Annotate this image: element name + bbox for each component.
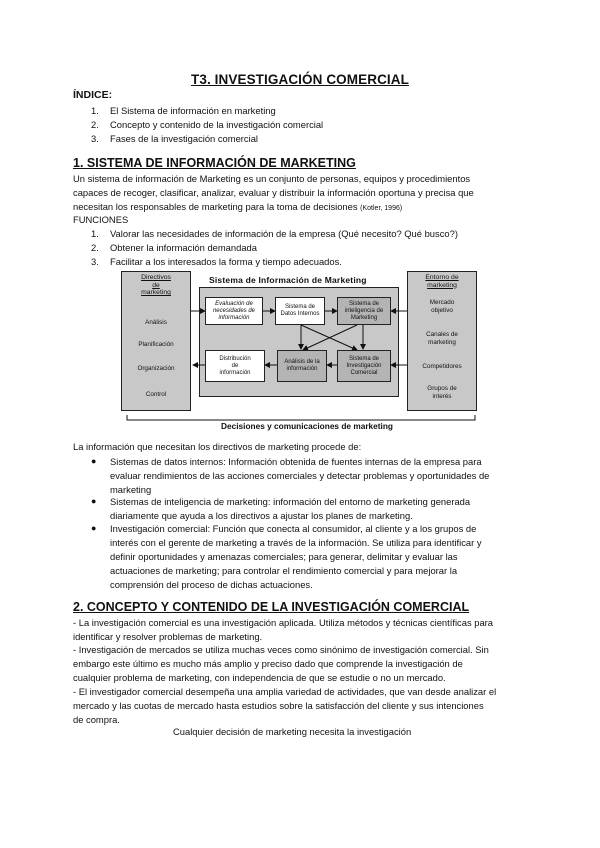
diagram-left-item: Planificación xyxy=(138,341,174,348)
page-title: T3. INVESTIGACIÓN COMERCIAL xyxy=(191,72,409,87)
funcion-num: 3. xyxy=(91,256,99,267)
funcion-text: Valorar las necesidades de información de la empresa (Qué necesito? Qué busco?) xyxy=(110,228,458,239)
indice-item-text: El Sistema de información en marketing xyxy=(110,105,276,116)
bullet-line: evaluar rendimientos de las acciones comerciales y detectar problemas y oportunidades de xyxy=(110,470,490,481)
bullet-line: Sistemas de datos internos: Información obtenida de fuentes internas de la empresa para xyxy=(110,456,482,467)
box-distribucion: Distribución de información xyxy=(205,350,265,382)
section2-line: - La investigación comercial es una investigación aplicada. Utiliza métodos y técnicas científicas para xyxy=(73,617,494,628)
bullet-line: Sistemas de inteligencia de marketing: información del entorno de marketing generada xyxy=(110,496,471,507)
funcion-num: 1. xyxy=(91,228,99,239)
diagram-right-item: Canales de marketing xyxy=(426,331,458,346)
box-datos-internos: Sistema de Datos Internos xyxy=(275,297,325,325)
indice-item-num: 3. xyxy=(91,133,99,144)
funcion-text: Obtener la información demandada xyxy=(110,242,257,253)
section1-intro-line: Un sistema de información de Marketing es un conjunto de personas, equipos y procedimientos xyxy=(73,173,471,184)
funcion-num: 2. xyxy=(91,242,99,253)
sim-diagram xyxy=(121,269,481,429)
indice-item-text: Fases de la investigación comercial xyxy=(110,133,258,144)
section2-heading: 2. CONCEPTO Y CONTENIDO DE LA INVESTIGACIÓN COMERCIAL xyxy=(73,600,470,614)
funciones-label: FUNCIONES xyxy=(73,214,129,225)
diagram-left-item: Control xyxy=(145,391,167,398)
bullet-line: marketing xyxy=(110,484,152,495)
diagram-left-header: Directivos de marketing xyxy=(141,274,171,296)
bullet-dot: ● xyxy=(91,456,97,466)
box-evaluacion: Evaluación de necesidades de información xyxy=(205,297,263,325)
indice-item-num: 1. xyxy=(91,105,99,116)
indice-heading: ÍNDICE: xyxy=(73,89,113,101)
citation: (Kotler, 1996) xyxy=(360,205,403,212)
section2-closing: Cualquier decisión de marketing necesita la investigación xyxy=(173,726,412,737)
section2-line: - Investigación de mercados se utiliza muchas veces como sinónimo de investigación comercial. Sin xyxy=(73,644,489,655)
diagram-right-item: Grupos de interés xyxy=(427,385,457,400)
section2-line: mercado y las cuotas de mercado hasta estudios sobre la satisfacción del cliente y sus intenciones xyxy=(73,700,484,711)
section2-line: cualquier problema de marketing, con independencia de que se estudie o no un mercado. xyxy=(73,672,446,683)
section2-line: identificar y resolver problemas de marketing. xyxy=(73,631,263,642)
bullet-line: interés con el gerente de marketing a través de la información. Se utiliza para identificar y xyxy=(110,537,482,548)
bullet-line: diariamente que ayuda a los directivos a ajustar los planes de marketing. xyxy=(110,510,413,521)
after-diagram-text: La información que necesitan los directivos de marketing procede de: xyxy=(73,441,362,452)
bullet-line: definir oportunidades y amenazas comerciales; para generar, delimitar y evaluar las xyxy=(110,551,458,562)
diagram-right-item: Mercado objetivo xyxy=(429,299,455,314)
bullet-line: comprensión del proceso de dichas actuaciones. xyxy=(110,579,313,590)
bullet-dot: ● xyxy=(91,523,97,533)
box-inteligencia: Sistema de inteligencia de Marketing xyxy=(337,297,391,325)
section2-line: de compra. xyxy=(73,714,120,725)
bullet-dot: ● xyxy=(91,496,97,506)
diagram-caption: Decisiones y comunicaciones de marketing xyxy=(221,421,393,431)
funcion-text: Facilitar a los interesados la forma y tiempo adecuados. xyxy=(110,256,342,267)
diagram-left-item: Análisis xyxy=(145,319,167,326)
box-investigacion: Sistema de Investigación Comercial xyxy=(337,350,391,382)
diagram-title: Sistema de Información de Marketing xyxy=(209,275,367,285)
section1-intro-line: capaces de recoger, clasificar, analizar, evaluar y distribuir la información oportuna y precisa que xyxy=(73,187,474,198)
section2-line: - El investigador comercial desempeña una amplia variedad de actividades, que van desde analizar el xyxy=(73,686,497,697)
section1-heading: 1. SISTEMA DE INFORMACIÓN DE MARKETING xyxy=(73,156,356,170)
indice-item-text: Concepto y contenido de la investigación comercial xyxy=(110,119,324,130)
diagram-right-item: Competidores xyxy=(422,363,462,370)
bullet-line: actuaciones de marketing; para controlar el rendimiento comercial y para mejorar la xyxy=(110,565,458,576)
diagram-left-item: Organización xyxy=(137,365,175,372)
intro-text: necesitan los responsables de marketing para la toma de decisiones xyxy=(73,201,358,212)
indice-item-num: 2. xyxy=(91,119,99,130)
box-analisis: Análisis de la información xyxy=(277,350,327,382)
section2-line: embargo este último es mucho más amplio y preciso dado que comprende la investigación de xyxy=(73,658,463,669)
bullet-line: Investigación comercial: Función que conecta al consumidor, al cliente y a los grupos de xyxy=(110,523,477,534)
diagram-right-header: Entorno de marketing xyxy=(425,274,459,289)
